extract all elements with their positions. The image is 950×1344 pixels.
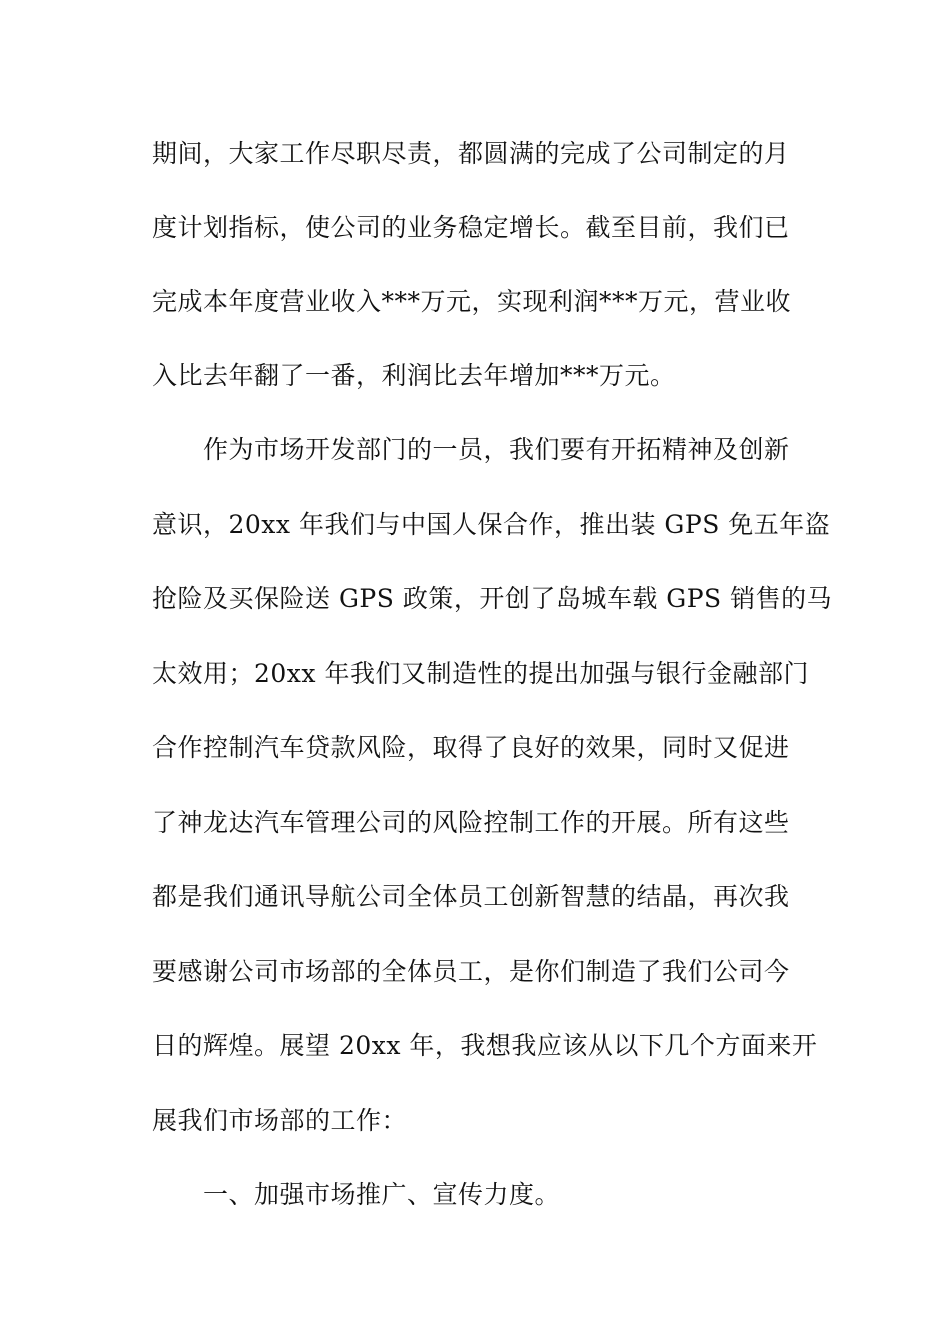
text-line: 了神龙达汽车管理公司的风险控制工作的开展。所有这些 bbox=[152, 808, 790, 837]
text-line: 要感谢公司市场部的全体员工，是你们制造了我们公司今 bbox=[152, 957, 790, 986]
text-line: 都是我们通讯导航公司全体员工创新智慧的结晶，再次我 bbox=[152, 882, 790, 911]
text-line: 展我们市场部的工作： bbox=[152, 1106, 408, 1135]
text-line: 太效用；20xx 年我们又制造性的提出加强与银行金融部门 bbox=[152, 659, 809, 688]
text-line: 期间，大家工作尽职尽责，都圆满的完成了公司制定的月 bbox=[152, 139, 790, 168]
text-line: 入比去年翻了一番，利润比去年增加***万元。 bbox=[152, 361, 676, 390]
text-line: 日的辉煌。展望 20xx 年，我想我应该从以下几个方面来开 bbox=[152, 1031, 818, 1060]
text-line: 一、加强市场推广、宣传力度。 bbox=[203, 1180, 561, 1209]
text-line: 合作控制汽车贷款风险，取得了良好的效果，同时又促进 bbox=[152, 733, 790, 762]
text-line: 完成本年度营业收入***万元，实现利润***万元，营业收 bbox=[152, 287, 792, 316]
text-line: 意识，20xx 年我们与中国人保合作，推出装 GPS 免五年盗 bbox=[152, 510, 831, 539]
text-line: 度计划指标，使公司的业务稳定增长。截至目前，我们已 bbox=[152, 213, 790, 242]
text-line: 抢险及买保险送 GPS 政策，开创了岛城车载 GPS 销售的马 bbox=[152, 584, 833, 613]
text-line: 作为市场开发部门的一员，我们要有开拓精神及创新 bbox=[203, 435, 790, 464]
